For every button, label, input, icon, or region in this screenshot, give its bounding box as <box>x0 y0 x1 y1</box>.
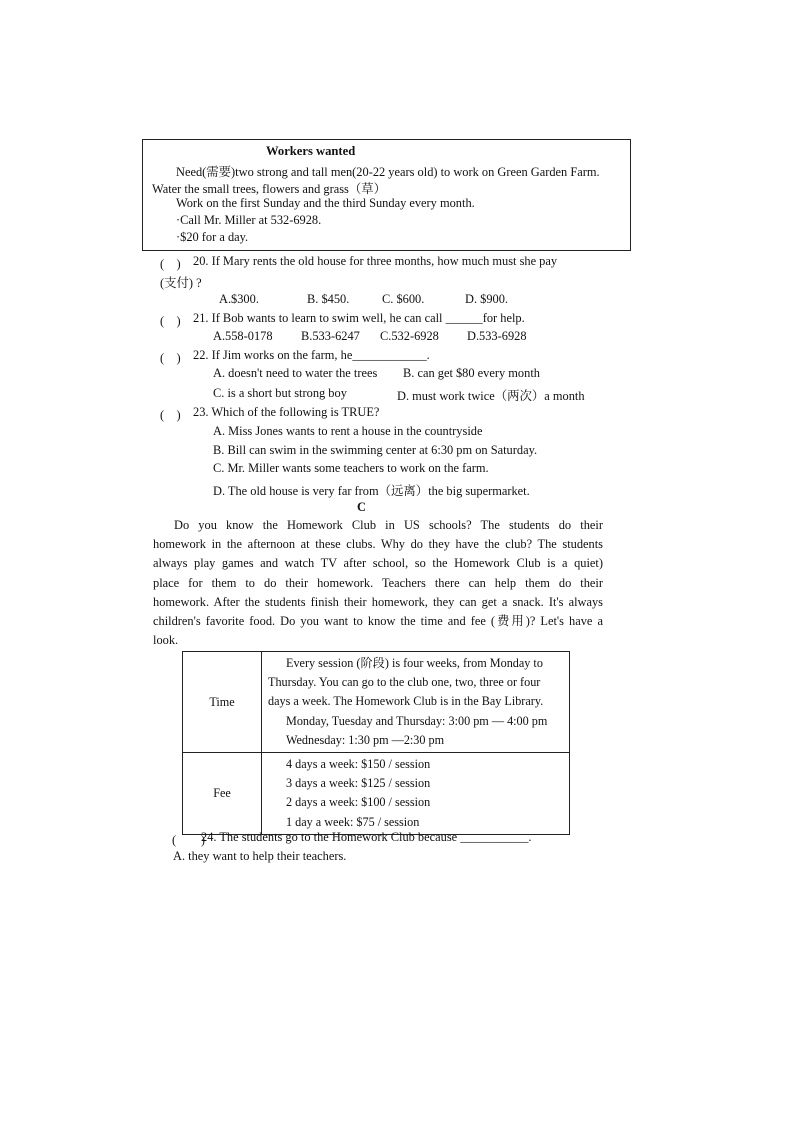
q22-option-b[interactable]: B. can get $80 every month <box>403 366 540 380</box>
q20-option-d[interactable]: D. $900. <box>465 292 509 306</box>
q21-stem: 21. If Bob wants to learn to swim well, he can call ______for help. <box>193 311 525 325</box>
q24-option-a[interactable]: A. they want to help their teachers. <box>173 849 347 863</box>
q23-option-d[interactable]: D. The old house is very far from（远离）the big supermarket. <box>213 484 530 498</box>
q22-stem: 22. If Jim works on the farm, he____________. <box>193 348 430 362</box>
notice-line-1: Need(需要)two strong and tall men(20-22 years old) to work on Green Garden Farm. <box>176 165 600 179</box>
time-line: Thursday. You can go to the club one, two, three or four <box>268 675 541 690</box>
q20-option-c[interactable]: C. $600. <box>382 292 425 306</box>
q23-stem: 23. Which of the following is TRUE? <box>193 405 380 419</box>
q24-stem: 24. The students go to the Homework Club because ___________. <box>201 830 532 844</box>
q23-answer-bracket[interactable]: ( ) <box>160 408 181 422</box>
notice-line-5: ·$20 for a day. <box>176 230 249 244</box>
q22-option-c[interactable]: C. is a short but strong boy <box>213 386 347 400</box>
q20-option-a[interactable]: A.$300. <box>219 292 259 306</box>
q22-option-d[interactable]: D. must work twice（两次）a month <box>397 389 585 403</box>
q23-option-a[interactable]: A. Miss Jones wants to rent a house in the countryside <box>213 424 483 438</box>
section-c-heading: C <box>357 500 366 514</box>
q20-answer-bracket[interactable]: ( ) <box>160 257 181 271</box>
q22-answer-bracket[interactable]: ( ) <box>160 351 181 365</box>
time-content <box>262 652 570 753</box>
notice-line-3: Work on the first Sunday and the third Sunday every month. <box>176 196 475 210</box>
notice-line-4: ·Call Mr. Miller at 532-6928. <box>176 213 322 227</box>
passage-line-3: always play games and watch TV after school, so the Homework Club is a quiet) <box>153 556 603 570</box>
q23-option-b[interactable]: B. Bill can swim in the swimming center at 6:30 pm on Saturday. <box>213 443 538 457</box>
homework-club-table <box>182 651 570 835</box>
q21-option-c[interactable]: C.532-6928 <box>380 329 439 343</box>
q22-option-a[interactable]: A. doesn't need to water the trees <box>213 366 378 380</box>
time-line: Every session (阶段) is four weeks, from Monday to <box>286 656 543 670</box>
table-row-fee <box>183 753 570 835</box>
fee-line: 4 days a week: $150 / session <box>286 757 431 772</box>
notice-line-2: Water the small trees, flowers and grass（草） <box>152 182 387 196</box>
passage-line-5: homework. After the students finish their homework, they can get a snack. It's always <box>153 595 603 609</box>
fee-content <box>262 753 570 835</box>
time-line: Wednesday: 1:30 pm —2:30 pm <box>286 732 445 747</box>
table-row-time <box>183 652 570 753</box>
passage-line-6: children's favorite food. Do you want to know the time and fee (费用)? Let's have a <box>153 614 603 628</box>
q24-answer-bracket[interactable]: ( ) <box>172 833 206 847</box>
q21-answer-bracket[interactable]: ( ) <box>160 314 181 328</box>
passage-line-4: place for them to do their homework. Teachers there can help them do their <box>153 576 603 590</box>
notice-title: Workers wanted <box>266 144 356 158</box>
passage-line-1: Do you know the Homework Club in US schools? The students do their <box>174 518 603 532</box>
fee-label: Fee <box>183 753 262 835</box>
q20-stem: 20. If Mary rents the old house for three months, how much must she pay <box>193 254 558 268</box>
fee-line: 3 days a week: $125 / session <box>286 776 431 791</box>
q21-option-a[interactable]: A.558-0178 <box>213 329 273 343</box>
q21-option-d[interactable]: D.533-6928 <box>467 329 527 343</box>
q20-stem-continued: (支付) ? <box>160 276 202 290</box>
passage-line-2: homework in the afternoon at these clubs. Why do they have the club? The students <box>153 537 603 551</box>
time-line: days a week. The Homework Club is in the Bay Library. <box>268 694 544 709</box>
q20-option-b[interactable]: B. $450. <box>307 292 350 306</box>
q23-option-c[interactable]: C. Mr. Miller wants some teachers to work on the farm. <box>213 461 489 475</box>
fee-line: 1 day a week: $75 / session <box>286 814 420 829</box>
passage-line-7: look. <box>153 633 179 647</box>
time-line: Monday, Tuesday and Thursday: 3:00 pm — 4:00 pm <box>286 713 548 728</box>
fee-line: 2 days a week: $100 / session <box>286 795 431 810</box>
q21-option-b[interactable]: B.533-6247 <box>301 329 360 343</box>
time-label: Time <box>183 652 262 753</box>
